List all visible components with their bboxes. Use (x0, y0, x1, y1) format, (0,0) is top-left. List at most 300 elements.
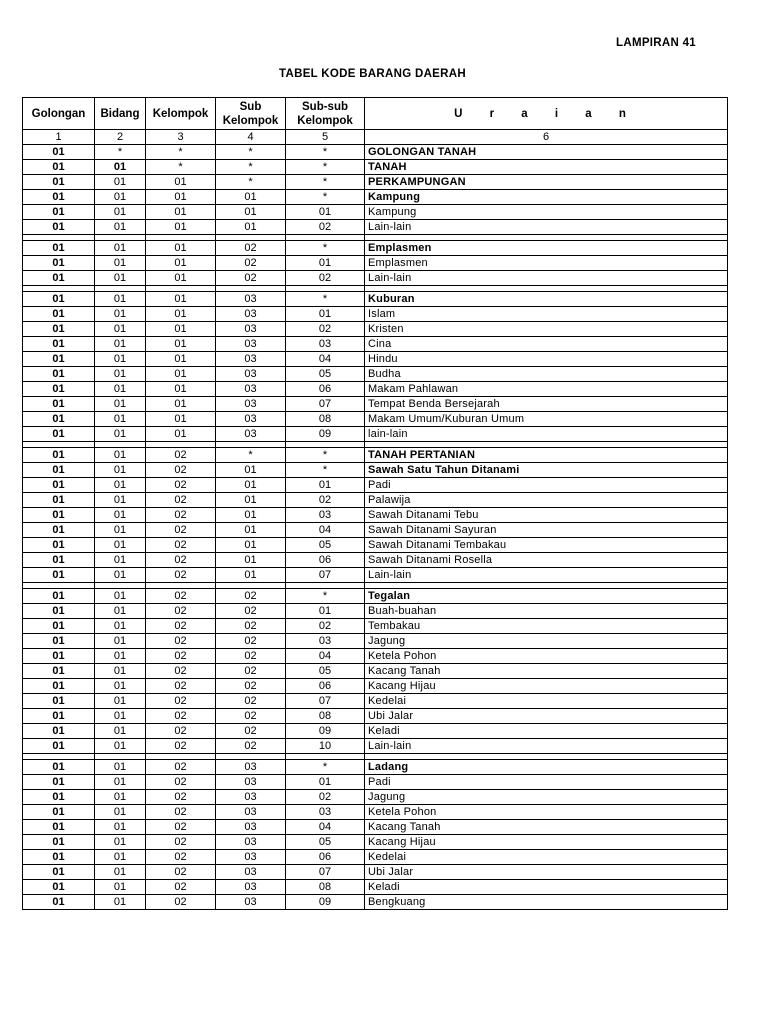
kelompok-cell: 01 (146, 367, 216, 382)
sub-kelompok-cell: * (216, 160, 286, 175)
uraian-cell: PERKAMPUNGAN (365, 175, 728, 190)
sub-sub-kelompok-cell: 07 (286, 694, 365, 709)
kelompok-cell: 01 (146, 427, 216, 442)
sub-sub-kelompok-cell: 06 (286, 553, 365, 568)
page-title: TABEL KODE BARANG DAERAH (279, 68, 466, 80)
sub-kelompok-cell: 01 (216, 478, 286, 493)
header-bidang: Bidang (95, 98, 146, 130)
table-row (23, 337, 728, 352)
golongan-cell: 01 (23, 694, 95, 709)
kelompok-cell: 01 (146, 337, 216, 352)
kelompok-cell: * (146, 145, 216, 160)
kelompok-cell: * (146, 160, 216, 175)
golongan-cell: 01 (23, 820, 95, 835)
header-sub-kelompok: Sub Kelompok (216, 98, 286, 130)
sub-sub-kelompok-cell: 08 (286, 412, 365, 427)
sub-kelompok-cell: 03 (216, 397, 286, 412)
golongan-cell: 01 (23, 271, 95, 286)
sub-kelompok-cell: * (216, 145, 286, 160)
golongan-cell: 01 (23, 634, 95, 649)
sub-kelompok-cell: 01 (216, 493, 286, 508)
table-row (23, 835, 728, 850)
kelompok-cell: 01 (146, 397, 216, 412)
golongan-cell: 01 (23, 739, 95, 754)
kelompok-cell: 01 (146, 271, 216, 286)
sub-kelompok-cell: 01 (216, 205, 286, 220)
kelompok-cell: 01 (146, 175, 216, 190)
uraian-cell: Jagung (365, 790, 728, 805)
bidang-cell: 01 (95, 352, 146, 367)
uraian-cell: Cina (365, 337, 728, 352)
bidang-cell: 01 (95, 523, 146, 538)
sub-sub-kelompok-cell: 01 (286, 205, 365, 220)
uraian-cell: Keladi (365, 880, 728, 895)
column-number: 3 (146, 130, 216, 145)
table-row (23, 241, 728, 256)
table-row (23, 604, 728, 619)
table-row (23, 538, 728, 553)
sub-sub-kelompok-cell: 01 (286, 604, 365, 619)
sub-kelompok-cell: 03 (216, 382, 286, 397)
golongan-cell: 01 (23, 322, 95, 337)
golongan-cell: 01 (23, 367, 95, 382)
golongan-cell: 01 (23, 241, 95, 256)
table-row (23, 880, 728, 895)
table-row (23, 160, 728, 175)
golongan-cell: 01 (23, 160, 95, 175)
kelompok-cell: 01 (146, 352, 216, 367)
kelompok-cell: 02 (146, 463, 216, 478)
golongan-cell: 01 (23, 538, 95, 553)
column-number-row (23, 130, 728, 145)
sub-sub-kelompok-cell: 09 (286, 895, 365, 910)
kelompok-cell: 02 (146, 850, 216, 865)
sub-kelompok-cell: 03 (216, 412, 286, 427)
golongan-cell: 01 (23, 478, 95, 493)
kelompok-cell: 02 (146, 865, 216, 880)
column-number: 2 (95, 130, 146, 145)
golongan-cell: 01 (23, 397, 95, 412)
table-row (23, 709, 728, 724)
golongan-cell: 01 (23, 664, 95, 679)
table-row (23, 553, 728, 568)
table-row (23, 205, 728, 220)
kelompok-cell: 02 (146, 895, 216, 910)
kelompok-cell: 02 (146, 739, 216, 754)
table-row (23, 865, 728, 880)
sub-sub-kelompok-cell: 07 (286, 397, 365, 412)
sub-sub-kelompok-cell: 08 (286, 709, 365, 724)
kelompok-cell: 02 (146, 553, 216, 568)
bidang-cell: 01 (95, 790, 146, 805)
table-row (23, 292, 728, 307)
sub-sub-kelompok-cell: * (286, 145, 365, 160)
header-kelompok: Kelompok (146, 98, 216, 130)
golongan-cell: 01 (23, 292, 95, 307)
table-row (23, 895, 728, 910)
sub-sub-kelompok-cell: * (286, 463, 365, 478)
sub-sub-kelompok-cell: * (286, 589, 365, 604)
lampiran-label: LAMPIRAN 41 (616, 37, 696, 49)
table-row (23, 478, 728, 493)
sub-sub-kelompok-cell: 03 (286, 805, 365, 820)
kelompok-cell: 01 (146, 241, 216, 256)
uraian-cell: TANAH PERTANIAN (365, 448, 728, 463)
kelompok-cell: 02 (146, 820, 216, 835)
golongan-cell: 01 (23, 508, 95, 523)
bidang-cell: 01 (95, 382, 146, 397)
bidang-cell: 01 (95, 805, 146, 820)
sub-kelompok-cell: 03 (216, 895, 286, 910)
bidang-cell: 01 (95, 190, 146, 205)
bidang-cell: 01 (95, 292, 146, 307)
golongan-cell: 01 (23, 337, 95, 352)
kelompok-cell: 01 (146, 322, 216, 337)
table-row (23, 190, 728, 205)
table-row (23, 634, 728, 649)
golongan-cell: 01 (23, 307, 95, 322)
bidang-cell: 01 (95, 553, 146, 568)
kelompok-cell: 02 (146, 448, 216, 463)
sub-sub-kelompok-cell: 06 (286, 850, 365, 865)
table-body (23, 145, 728, 910)
uraian-cell: Sawah Ditanami Tembakau (365, 538, 728, 553)
kelompok-cell: 02 (146, 508, 216, 523)
sub-sub-kelompok-cell: 04 (286, 649, 365, 664)
bidang-cell: 01 (95, 397, 146, 412)
bidang-cell: 01 (95, 337, 146, 352)
sub-sub-kelompok-cell: * (286, 292, 365, 307)
column-number: 6 (365, 130, 728, 145)
sub-sub-kelompok-cell: 02 (286, 220, 365, 235)
kelompok-cell: 02 (146, 634, 216, 649)
kelompok-cell: 02 (146, 790, 216, 805)
sub-kelompok-cell: 02 (216, 694, 286, 709)
bidang-cell: 01 (95, 679, 146, 694)
sub-sub-kelompok-cell: * (286, 190, 365, 205)
kelompok-cell: 02 (146, 664, 216, 679)
table-row (23, 175, 728, 190)
sub-sub-kelompok-cell: 01 (286, 478, 365, 493)
sub-kelompok-cell: 02 (216, 709, 286, 724)
golongan-cell: 01 (23, 553, 95, 568)
sub-kelompok-cell: 02 (216, 679, 286, 694)
uraian-cell: Lain-lain (365, 220, 728, 235)
golongan-cell: 01 (23, 775, 95, 790)
sub-sub-kelompok-cell: 01 (286, 307, 365, 322)
uraian-cell: Emplasmen (365, 241, 728, 256)
sub-kelompok-cell: 03 (216, 775, 286, 790)
golongan-cell: 01 (23, 523, 95, 538)
uraian-cell: Lain-lain (365, 271, 728, 286)
table-row (23, 397, 728, 412)
bidang-cell: 01 (95, 412, 146, 427)
sub-sub-kelompok-cell: 01 (286, 775, 365, 790)
sub-sub-kelompok-cell: 08 (286, 880, 365, 895)
bidang-cell: 01 (95, 307, 146, 322)
uraian-cell: Tempat Benda Bersejarah (365, 397, 728, 412)
sub-kelompok-cell: 03 (216, 760, 286, 775)
sub-kelompok-cell: 02 (216, 619, 286, 634)
sub-kelompok-cell: 02 (216, 256, 286, 271)
table-row (23, 850, 728, 865)
sub-sub-kelompok-cell: 10 (286, 739, 365, 754)
sub-kelompok-cell: 01 (216, 220, 286, 235)
bidang-cell: 01 (95, 205, 146, 220)
kelompok-cell: 02 (146, 493, 216, 508)
bidang-cell: 01 (95, 760, 146, 775)
golongan-cell: 01 (23, 709, 95, 724)
golongan-cell: 01 (23, 604, 95, 619)
sub-sub-kelompok-cell: 02 (286, 790, 365, 805)
kelompok-cell: 02 (146, 523, 216, 538)
bidang-cell: 01 (95, 694, 146, 709)
sub-kelompok-cell: 01 (216, 568, 286, 583)
sub-kelompok-cell: 02 (216, 739, 286, 754)
sub-kelompok-cell: 03 (216, 820, 286, 835)
sub-sub-kelompok-cell: 06 (286, 382, 365, 397)
sub-kelompok-cell: 01 (216, 508, 286, 523)
uraian-cell: Ketela Pohon (365, 805, 728, 820)
sub-sub-kelompok-cell: 04 (286, 352, 365, 367)
bidang-cell: 01 (95, 739, 146, 754)
sub-kelompok-cell: 01 (216, 538, 286, 553)
table-row (23, 820, 728, 835)
bidang-cell: 01 (95, 664, 146, 679)
table-row (23, 760, 728, 775)
golongan-cell: 01 (23, 493, 95, 508)
uraian-cell: Makam Umum/Kuburan Umum (365, 412, 728, 427)
table-row (23, 352, 728, 367)
uraian-cell: Sawah Ditanami Sayuran (365, 523, 728, 538)
bidang-cell: 01 (95, 649, 146, 664)
sub-kelompok-cell: 03 (216, 367, 286, 382)
golongan-cell: 01 (23, 895, 95, 910)
table-row (23, 427, 728, 442)
golongan-cell: 01 (23, 619, 95, 634)
table-row (23, 619, 728, 634)
bidang-cell: 01 (95, 724, 146, 739)
kode-barang-table (22, 97, 728, 910)
bidang-cell: 01 (95, 493, 146, 508)
kelompok-cell: 01 (146, 292, 216, 307)
uraian-cell: Lain-lain (365, 568, 728, 583)
sub-kelompok-cell: 02 (216, 724, 286, 739)
uraian-cell: Kedelai (365, 694, 728, 709)
kelompok-cell: 02 (146, 760, 216, 775)
table-row (23, 145, 728, 160)
bidang-cell: 01 (95, 568, 146, 583)
table-row (23, 508, 728, 523)
kelompok-cell: 02 (146, 538, 216, 553)
sub-sub-kelompok-cell: * (286, 448, 365, 463)
sub-kelompok-cell: 03 (216, 337, 286, 352)
bidang-cell: 01 (95, 367, 146, 382)
header-uraian: U r a i a n (365, 98, 728, 130)
bidang-cell: 01 (95, 709, 146, 724)
sub-sub-kelompok-cell: 05 (286, 367, 365, 382)
uraian-cell: Kacang Hijau (365, 835, 728, 850)
table-row (23, 220, 728, 235)
kelompok-cell: 01 (146, 205, 216, 220)
table-row (23, 775, 728, 790)
uraian-cell: Keladi (365, 724, 728, 739)
sub-sub-kelompok-cell: 03 (286, 337, 365, 352)
uraian-cell: Padi (365, 775, 728, 790)
sub-sub-kelompok-cell: 01 (286, 256, 365, 271)
bidang-cell: 01 (95, 775, 146, 790)
golongan-cell: 01 (23, 256, 95, 271)
kelompok-cell: 02 (146, 709, 216, 724)
golongan-cell: 01 (23, 850, 95, 865)
uraian-cell: Ubi Jalar (365, 709, 728, 724)
kelompok-cell: 01 (146, 256, 216, 271)
kelompok-cell: 01 (146, 382, 216, 397)
golongan-cell: 01 (23, 835, 95, 850)
uraian-cell: GOLONGAN TANAH (365, 145, 728, 160)
table-row (23, 694, 728, 709)
kelompok-cell: 02 (146, 604, 216, 619)
bidang-cell: 01 (95, 538, 146, 553)
table-row (23, 322, 728, 337)
uraian-cell: Sawah Ditanami Tebu (365, 508, 728, 523)
kelompok-cell: 02 (146, 805, 216, 820)
uraian-cell: Kacang Tanah (365, 664, 728, 679)
sub-sub-kelompok-cell: 05 (286, 664, 365, 679)
column-number: 1 (23, 130, 95, 145)
uraian-cell: Kuburan (365, 292, 728, 307)
table-row (23, 271, 728, 286)
uraian-cell: Emplasmen (365, 256, 728, 271)
golongan-cell: 01 (23, 880, 95, 895)
uraian-cell: Sawah Ditanami Rosella (365, 553, 728, 568)
uraian-cell: Tegalan (365, 589, 728, 604)
bidang-cell: 01 (95, 634, 146, 649)
golongan-cell: 01 (23, 724, 95, 739)
kelompok-cell: 02 (146, 775, 216, 790)
kelompok-cell: 02 (146, 589, 216, 604)
golongan-cell: 01 (23, 352, 95, 367)
bidang-cell: 01 (95, 820, 146, 835)
sub-kelompok-cell: 03 (216, 865, 286, 880)
sub-kelompok-cell: 03 (216, 805, 286, 820)
table-row (23, 790, 728, 805)
table-row (23, 724, 728, 739)
kelompok-cell: 02 (146, 724, 216, 739)
golongan-cell: 01 (23, 865, 95, 880)
kelompok-cell: 01 (146, 412, 216, 427)
uraian-cell: Ubi Jalar (365, 865, 728, 880)
sub-kelompok-cell: 02 (216, 604, 286, 619)
sub-kelompok-cell: 03 (216, 292, 286, 307)
sub-kelompok-cell: 02 (216, 634, 286, 649)
golongan-cell: 01 (23, 790, 95, 805)
golongan-cell: 01 (23, 190, 95, 205)
table-row (23, 367, 728, 382)
uraian-cell: Palawija (365, 493, 728, 508)
kelompok-cell: 01 (146, 307, 216, 322)
uraian-cell: Tembakau (365, 619, 728, 634)
golongan-cell: 01 (23, 589, 95, 604)
golongan-cell: 01 (23, 145, 95, 160)
sub-sub-kelompok-cell: 07 (286, 865, 365, 880)
sub-kelompok-cell: 01 (216, 190, 286, 205)
column-number: 4 (216, 130, 286, 145)
golongan-cell: 01 (23, 412, 95, 427)
uraian-cell: Kedelai (365, 850, 728, 865)
sub-sub-kelompok-cell: 02 (286, 493, 365, 508)
sub-kelompok-cell: 02 (216, 589, 286, 604)
golongan-cell: 01 (23, 760, 95, 775)
uraian-cell: Buah-buahan (365, 604, 728, 619)
uraian-cell: lain-lain (365, 427, 728, 442)
uraian-cell: Sawah Satu Tahun Ditanami (365, 463, 728, 478)
bidang-cell: 01 (95, 835, 146, 850)
bidang-cell: 01 (95, 448, 146, 463)
uraian-cell: Islam (365, 307, 728, 322)
golongan-cell: 01 (23, 205, 95, 220)
bidang-cell: 01 (95, 241, 146, 256)
sub-sub-kelompok-cell: 06 (286, 679, 365, 694)
table-row (23, 256, 728, 271)
sub-sub-kelompok-cell: * (286, 175, 365, 190)
table-row (23, 664, 728, 679)
bidang-cell: 01 (95, 160, 146, 175)
golongan-cell: 01 (23, 220, 95, 235)
sub-kelompok-cell: 03 (216, 835, 286, 850)
sub-sub-kelompok-cell: * (286, 241, 365, 256)
golongan-cell: 01 (23, 463, 95, 478)
table-row (23, 739, 728, 754)
table-row (23, 589, 728, 604)
sub-kelompok-cell: 03 (216, 352, 286, 367)
bidang-cell: 01 (95, 220, 146, 235)
table-row (23, 568, 728, 583)
sub-sub-kelompok-cell: 09 (286, 427, 365, 442)
table-row (23, 448, 728, 463)
table-row (23, 382, 728, 397)
uraian-cell: Kacang Hijau (365, 679, 728, 694)
golongan-cell: 01 (23, 568, 95, 583)
sub-sub-kelompok-cell: 03 (286, 508, 365, 523)
bidang-cell: * (95, 145, 146, 160)
column-number: 5 (286, 130, 365, 145)
golongan-cell: 01 (23, 382, 95, 397)
bidang-cell: 01 (95, 604, 146, 619)
sub-kelompok-cell: 01 (216, 523, 286, 538)
bidang-cell: 01 (95, 589, 146, 604)
golongan-cell: 01 (23, 175, 95, 190)
table-row (23, 805, 728, 820)
table-row (23, 649, 728, 664)
kelompok-cell: 01 (146, 190, 216, 205)
uraian-cell: Budha (365, 367, 728, 382)
sub-kelompok-cell: 03 (216, 427, 286, 442)
table-row (23, 679, 728, 694)
bidang-cell: 01 (95, 427, 146, 442)
sub-sub-kelompok-cell: 02 (286, 271, 365, 286)
golongan-cell: 01 (23, 448, 95, 463)
uraian-cell: TANAH (365, 160, 728, 175)
sub-kelompok-cell: 02 (216, 664, 286, 679)
uraian-cell: Kampung (365, 205, 728, 220)
sub-kelompok-cell: 02 (216, 271, 286, 286)
uraian-cell: Makam Pahlawan (365, 382, 728, 397)
header-sub-sub-kelompok: Sub-sub Kelompok (286, 98, 365, 130)
uraian-cell: Kampung (365, 190, 728, 205)
bidang-cell: 01 (95, 880, 146, 895)
kelompok-cell: 02 (146, 568, 216, 583)
